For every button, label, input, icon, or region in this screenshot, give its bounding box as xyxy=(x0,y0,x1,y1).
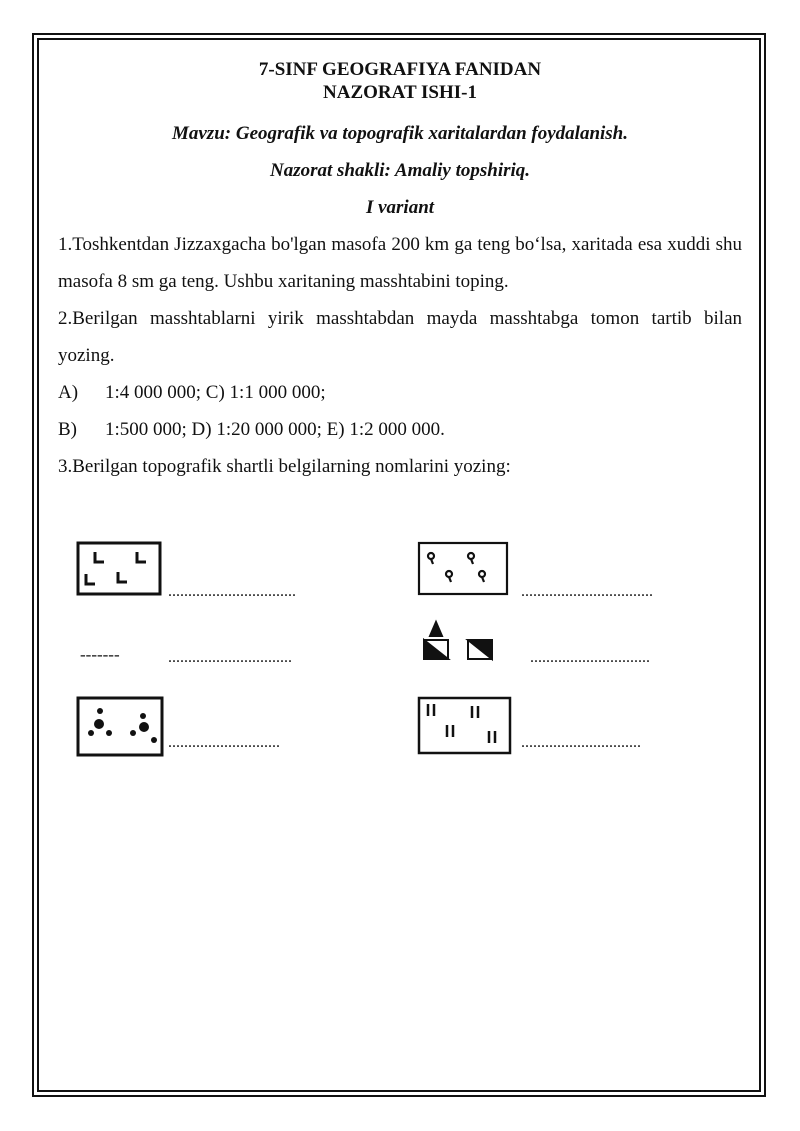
assessment-form: Nazorat shakli: Amaliy topshiriq. xyxy=(269,160,531,181)
grass-meadow-icon xyxy=(78,543,160,594)
reeds-swamp-icon xyxy=(419,698,510,753)
option-letter: B) xyxy=(58,419,77,440)
answer-line-1[interactable]: ................................ xyxy=(168,583,296,600)
question-1: 1.Toshkentdan Jizzaxgacha bo'lgan masofa 200 km ga teng bo‘lsa, xaritada esa xuddi shu masofa 8 sm ga teng. Ushbu xaritaning masshtabini toping. xyxy=(58,234,742,292)
answer-line-2[interactable]: ................................. xyxy=(521,583,653,600)
answer-line-3[interactable]: ............................... xyxy=(168,649,292,666)
dash-line-text: ------- xyxy=(80,645,120,664)
variant-label: I variant xyxy=(365,197,435,218)
orchard-icon xyxy=(419,543,507,594)
title-line-1: 7-SINF GEOGRAFIYA FANIDAN xyxy=(258,59,542,80)
option-text: 1:500 000; D) 1:20 000 000; E) 1:2 000 000. xyxy=(105,419,445,440)
question-2: 2.Berilgan masshtablarni yirik masshtabdan mayda masshtabga tomon tartib bilan yozing. xyxy=(58,308,742,366)
option-text: 1:4 000 000; C) 1:1 000 000; xyxy=(105,382,326,403)
option-letter: A) xyxy=(58,382,79,403)
answer-line-4[interactable]: .............................. xyxy=(530,649,650,666)
title-line-2: NAZORAT ISHI-1 xyxy=(323,82,477,103)
path-dashed-icon xyxy=(80,645,120,664)
answer-line-6[interactable]: .............................. xyxy=(521,734,641,751)
question-3: 3.Berilgan topografik shartli belgilarning nomlarini yozing: xyxy=(58,456,511,477)
triangulation-point-icon xyxy=(424,622,492,659)
answer-line-5[interactable]: ............................ xyxy=(168,734,280,751)
topic: Mavzu: Geografik va topografik xaritalardan foydalanish. xyxy=(171,123,629,144)
shrubs-icon xyxy=(78,698,162,755)
